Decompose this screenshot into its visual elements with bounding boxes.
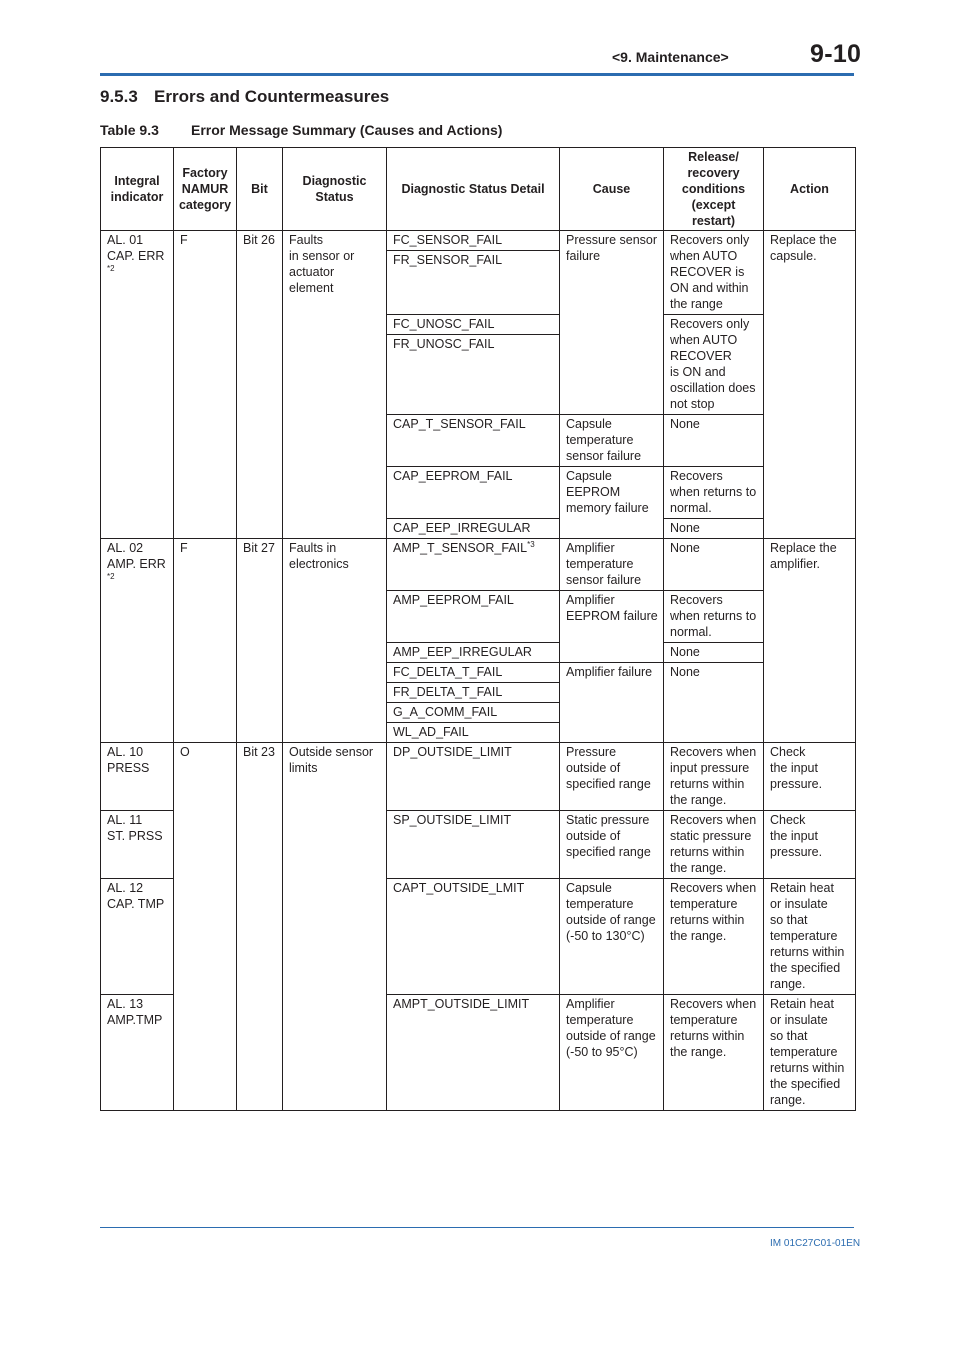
action-cell: Replace the capsule. xyxy=(764,231,856,539)
error-message-table xyxy=(100,147,856,1111)
header-diagnostic-status: Diagnostic Status xyxy=(283,148,387,231)
detail-cell: AMP_EEPROM_FAIL xyxy=(387,591,560,643)
action-cell: Replace the amplifier. xyxy=(764,539,856,743)
header-recovery-conditions: Release/ recovery conditions (except restart) xyxy=(664,148,764,231)
recovery-cell: Recovers only when AUTO RECOVER is ON and within the range xyxy=(664,231,764,315)
detail-cell: FC_SENSOR_FAIL xyxy=(387,231,560,251)
detail-cell: CAP_EEP_IRREGULAR xyxy=(387,519,560,539)
header-action: Action xyxy=(764,148,856,231)
status-cell: Outside sensor limits xyxy=(283,743,387,1111)
recovery-cell: Recovers when temperature returns within the range. xyxy=(664,995,764,1111)
recovery-cell: None xyxy=(664,663,764,743)
header-cause: Cause xyxy=(560,148,664,231)
status-cell: Faults in sensor or actuator element xyxy=(283,231,387,539)
indicator-cell: AL. 12 CAP. TMP xyxy=(101,879,174,995)
indicator-cell: AL. 10 PRESS xyxy=(101,743,174,811)
table-row xyxy=(101,231,856,251)
detail-cell: AMP_T_SENSOR_FAIL$^{*3}$ xyxy=(387,539,560,591)
page-number: 9-10 xyxy=(810,40,862,68)
header-rule xyxy=(100,73,854,76)
category-cell: F xyxy=(174,231,237,539)
header-status-detail: Diagnostic Status Detail xyxy=(387,148,560,231)
action-cell: Retain heat or insulate so that temperature returns within the specified range. xyxy=(764,995,856,1111)
detail-cell: FC_UNOSC_FAIL xyxy=(387,315,560,335)
recovery-cell: Recovers when static pressure returns within the range. xyxy=(664,811,764,879)
indicator-cell: AL. 02 AMP. ERR *2 xyxy=(101,539,174,743)
bit-cell: Bit 27 xyxy=(237,539,283,743)
cause-cell: Amplifier EEPROM failure xyxy=(560,591,664,663)
recovery-cell: Recovers when returns to normal. xyxy=(664,591,764,643)
indicator-cell: AL. 01 CAP. ERR *2 xyxy=(101,231,174,539)
detail-cell: AMP_EEP_IRREGULAR xyxy=(387,643,560,663)
detail-cell: G_A_COMM_FAIL xyxy=(387,703,560,723)
recovery-cell: Recovers when input pressure returns within the range. xyxy=(664,743,764,811)
header-bit: Bit xyxy=(237,148,283,231)
detail-cell: CAP_EEPROM_FAIL xyxy=(387,467,560,519)
header-integral-indicator: Integral indicator xyxy=(101,148,174,231)
section-title: Errors and Countermeasures xyxy=(154,87,390,106)
detail-cell: AMPT_OUTSIDE_LIMIT xyxy=(387,995,560,1111)
section-number: 9.5.3 xyxy=(100,87,138,106)
recovery-cell: None xyxy=(664,519,764,539)
cause-cell: Pressure sensor failure xyxy=(560,231,664,415)
header-section-label: <9. Maintenance> xyxy=(612,49,729,65)
table-row xyxy=(101,743,856,811)
cause-cell: Static pressure outside of specified range xyxy=(560,811,664,879)
detail-cell: SP_OUTSIDE_LIMIT xyxy=(387,811,560,879)
table-label: Table 9.3 xyxy=(100,122,159,138)
cause-cell: Amplifier temperature outside of range (-50 to 95°C) xyxy=(560,995,664,1111)
recovery-cell: Recovers when returns to normal. xyxy=(664,467,764,519)
bit-cell: Bit 26 xyxy=(237,231,283,539)
cause-cell: Pressure outside of specified range xyxy=(560,743,664,811)
status-cell: Faults in electronics xyxy=(283,539,387,743)
cause-cell: Amplifier temperature sensor failure xyxy=(560,539,664,591)
category-cell: O xyxy=(174,743,237,1111)
cause-cell: Amplifier failure xyxy=(560,663,664,743)
action-cell: Check the input pressure. xyxy=(764,743,856,811)
bit-cell: Bit 23 xyxy=(237,743,283,1111)
detail-cell: FR_DELTA_T_FAIL xyxy=(387,683,560,703)
detail-cell: DP_OUTSIDE_LIMIT xyxy=(387,743,560,811)
footer-rule xyxy=(100,1227,854,1228)
detail-cell: CAPT_OUTSIDE_LMIT xyxy=(387,879,560,995)
recovery-cell: None xyxy=(664,415,764,467)
recovery-cell: None xyxy=(664,539,764,591)
detail-cell: FR_UNOSC_FAIL xyxy=(387,335,560,415)
indicator-cell: AL. 13 AMP.TMP xyxy=(101,995,174,1111)
recovery-cell: None xyxy=(664,643,764,663)
table-caption xyxy=(100,122,502,138)
action-cell: Retain heat or insulate so that temperature returns within the specified range. xyxy=(764,879,856,995)
table-row xyxy=(101,539,856,591)
action-cell: Check the input pressure. xyxy=(764,811,856,879)
indicator-cell: AL. 11 ST. PRSS xyxy=(101,811,174,879)
detail-cell: FR_SENSOR_FAIL xyxy=(387,251,560,315)
document-id: IM 01C27C01-01EN xyxy=(770,1238,861,1249)
recovery-cell: Recovers when temperature returns within the range. xyxy=(664,879,764,995)
detail-cell: FC_DELTA_T_FAIL xyxy=(387,663,560,683)
detail-cell: WL_AD_FAIL xyxy=(387,723,560,743)
section-heading xyxy=(100,87,389,107)
header-namur-category: Factory NAMUR category xyxy=(174,148,237,231)
cause-cell: Capsule EEPROM memory failure xyxy=(560,467,664,539)
recovery-cell: Recovers only when AUTO RECOVER is ON and oscillation does not stop xyxy=(664,315,764,415)
category-cell: F xyxy=(174,539,237,743)
table-title: Error Message Summary (Causes and Actions) xyxy=(191,122,503,138)
detail-cell: CAP_T_SENSOR_FAIL xyxy=(387,415,560,467)
cause-cell: Capsule temperature sensor failure xyxy=(560,415,664,467)
table-header-row xyxy=(101,148,856,231)
cause-cell: Capsule temperature outside of range (-50 to 130°C) xyxy=(560,879,664,995)
